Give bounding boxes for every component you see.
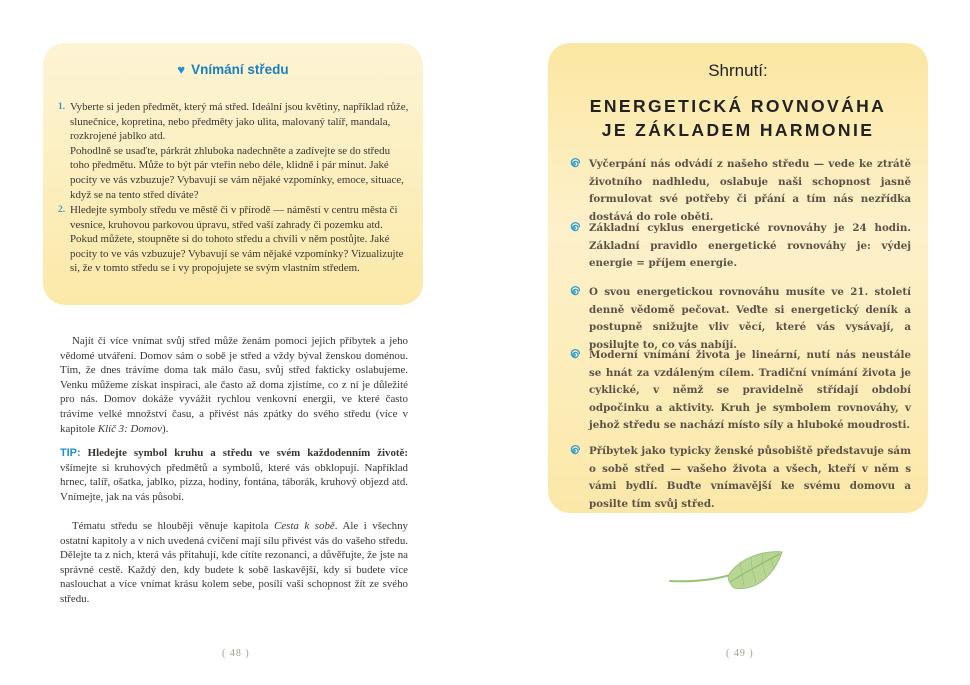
chapter-reference: Cesta k sobě (274, 520, 335, 532)
summary-item: Vyčerpání nás odvádí z našeho středu — vede ke ztrátě životního nadhledu, oslabuje naši schopnost jasně formulovat své potřeby či přání a tím nás nezřídka dostává do role oběti. (589, 156, 911, 226)
summary-item: Příbytek jako typicky ženské působiště představuje sám o sobě střed — vašeho života a všech, kteří v něm s vámi bydlí. Buďte vnímavější ke svému domovu a posilte tím svůj střed. (589, 443, 911, 513)
swirl-icon (567, 444, 581, 458)
tip-heading: Hledejte symbol kruhu a středu ve svém každodenním životě: (87, 447, 409, 459)
item-number: 2. (58, 205, 66, 215)
heart-icon: ♥ (177, 62, 186, 77)
swirl-icon (567, 157, 581, 171)
chapter-reference: Klíč 3: Domov (97, 422, 162, 435)
headline-line-1: ENERGETICKÁ ROVNOVÁHA (589, 96, 887, 116)
headline-line-2: JE ZÁKLADEM HARMONIE (601, 120, 875, 140)
tip-label: TIP: (60, 447, 81, 459)
body-paragraph-2: Tématu středu se hlouběji věnuje kapitola Cesta k sobě. Ale i všechny ostatní kapitoly a v nich uvedená cvičení mají sílu přivést vás do vašeho středu. Dělejte ta z nich, která vás přitahují, kde cítíte rezonanci, a důvěřujte, že jste na správné cestě. Každý den, kdy budete k sobě laskavější, kdy si budete více naslouchat a více vnímat krásu kolem sebe, posílí vaši schopnost žít ze svého středu. (60, 520, 408, 605)
summary-box (548, 43, 928, 513)
exercise-item-1 (58, 100, 410, 202)
swirl-icon (567, 221, 581, 235)
summary-item: O svou energetickou rovnováhu musíte ve 21. století denně vědomě pečovat. Veďte si energetický deník a postupně snižujte vliv věcí, které vás vysávají, a posilujte to, co vás nabíjí. (589, 284, 911, 354)
page-number-left: ( 48 ) (222, 648, 250, 659)
summary-title: Shrnutí: (708, 61, 768, 80)
body-paragraph-1: Najít či více vnímat svůj střed může ženám pomoci jejich příbytek a jeho vědomé utváření. Domov sám o sobě je střed a vždy býval ženskou doménou. Tím, že dnes trávíme doma tak málo času, svůj střed fakticky oslabujeme. Venku můžeme získat inspiraci, ale často až doma zjistíme, co z ní je důležité pro nás. Domov dokáže vyvážit rychlou venkovní energii, ve které často trávíme velké množství času, a přivést nás zpátky do svého středu (více v kapitole Klíč 3: Domov). (60, 335, 408, 435)
swirl-icon (567, 348, 581, 362)
summary-headline (548, 94, 928, 142)
item-number: 1. (58, 102, 66, 112)
page-number-right: ( 49 ) (726, 648, 754, 659)
leaf-icon (668, 548, 784, 602)
summary-item: Moderní vnímání života je lineární, nutí nás neustále se hnát za vzdáleným cílem. Tradiční vnímání života je cyklické, v němž se pravidelně střídají období odpočinku a aktivity. Kruh je symbolem rovnováhy, v jehož středu se nachází místo síly a hluboké moudrosti. (589, 347, 911, 435)
item-paragraph: Vyberte si jeden předmět, který má střed. Ideální jsou květiny, například růže, slunečnice, kopretina, nebo předměty jako ulita, malovaný talíř, mandala, rozkrojené jablko atd. (70, 101, 409, 143)
exercise-box-title: ♥ Vnímání středu (177, 62, 289, 77)
swirl-icon (567, 285, 581, 299)
item-paragraph: Hledejte symboly středu ve městě či v přírodě — náměstí v centru města či vesnice, kruhovou parkovou úpravu, střed vaší zahrady či pozemku atd. Pokud můžete, stoupněte si do tohoto středu a chvíli v něm postůjte. Jaké pocity to ve vás vzbuzuje? Vybavují se vám nějaké vzpomínky? Vizualizujte si, že v tomto středu se i vy propojujete se svým vlastním středem. (70, 204, 404, 275)
item-paragraph: Pohodlně se usaďte, párkrát zhluboka nadechněte a zadívejte se do středu toho předmětu. Může to být pár vteřin nebo déle, klidně i pár minut. Jaké pocity ve vás vzbuzuje? Vybavují se vám nějaké vzpomínky, emoce, situace, když se na tento střed díváte? (70, 144, 404, 201)
exercise-box (43, 43, 423, 305)
exercise-item-2 (58, 203, 410, 276)
tip-paragraph: TIP: Hledejte symbol kruhu a středu ve svém každodenním životě: všímejte si kruhových předmětů a symbolů, které vás obklopují. Například hrnec, talíř, ošatka, jablko, pizza, hodiny, fontána, táborák, kruhový objezd atd. Vnímejte, jak na vás působí. (60, 447, 409, 503)
summary-item: Základní cyklus energetické rovnováhy je 24 hodin. Základní pravidlo energetické rovnováhy je: výdej energie = příjem energie. (589, 220, 911, 273)
